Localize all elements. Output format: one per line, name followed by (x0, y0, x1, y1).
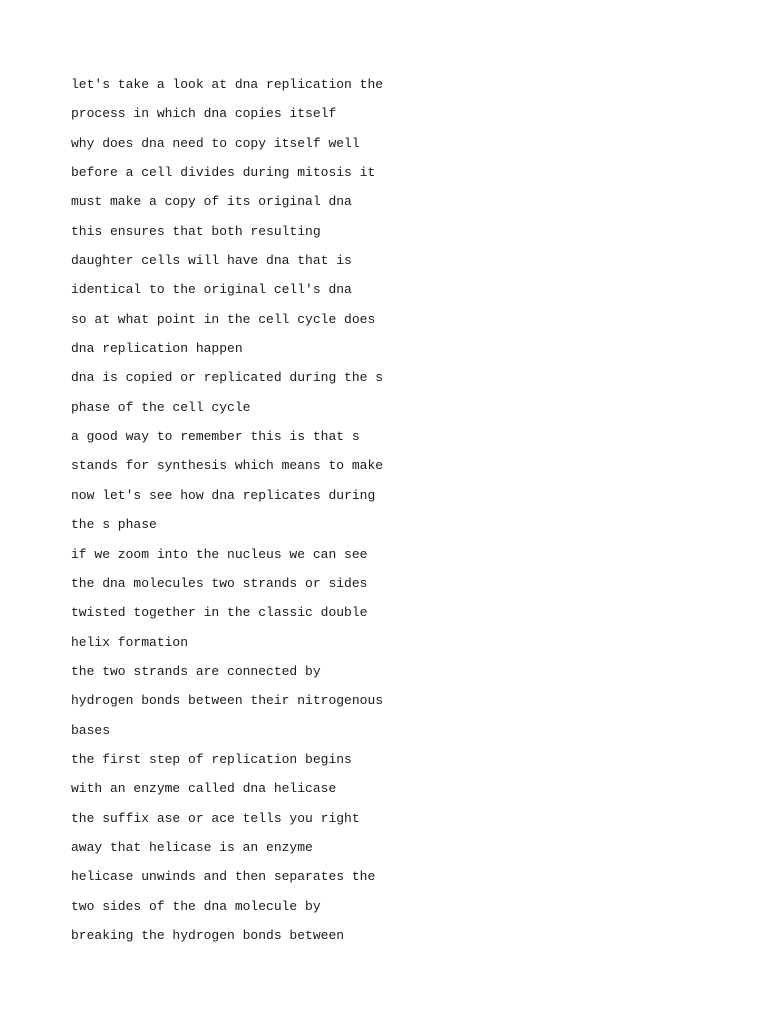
transcript-line: if we zoom into the nucleus we can see (71, 546, 368, 562)
transcript-line: the s phase (71, 517, 157, 533)
transcript-line: a good way to remember this is that s (71, 429, 360, 445)
transcript-line: identical to the original cell's dna (71, 282, 352, 298)
transcript-line: helix formation (71, 634, 189, 650)
transcript-line: must make a copy of its original dna (71, 194, 352, 210)
transcript-line: two sides of the dna molecule by (71, 898, 321, 914)
transcript-line: twisted together in the classic double (71, 605, 368, 621)
transcript-line: the first step of replication begins (71, 751, 352, 767)
transcript-line: so at what point in the cell cycle does (71, 311, 376, 327)
transcript-line: this ensures that both resulting (71, 223, 321, 239)
transcript-line: process in which dna copies itself (71, 106, 337, 122)
transcript-text (71, 70, 383, 950)
transcript-line: daughter cells will have dna that is (71, 253, 352, 269)
transcript-line: with an enzyme called dna helicase (71, 781, 337, 797)
transcript-line: before a cell divides during mitosis it (71, 165, 376, 181)
transcript-line: stands for synthesis which means to make (71, 458, 384, 474)
transcript-line: dna is copied or replicated during the s (71, 370, 384, 386)
transcript-line: let's take a look at dna replication the (71, 77, 384, 92)
transcript-line: the suffix ase or ace tells you right (71, 810, 360, 826)
transcript-line: the dna molecules two strands or sides (71, 575, 368, 591)
transcript-line: phase of the cell cycle (71, 399, 251, 415)
transcript-line: breaking the hydrogen bonds between (71, 927, 345, 943)
transcript-line: hydrogen bonds between their nitrogenous (71, 693, 384, 709)
transcript-line: helicase unwinds and then separates the (71, 869, 376, 885)
transcript-line: the two strands are connected by (71, 663, 321, 679)
transcript-line: away that helicase is an enzyme (71, 839, 313, 855)
transcript-line: dna replication happen (71, 341, 243, 357)
transcript-line: now let's see how dna replicates during (71, 487, 376, 503)
transcript-line: why does dna need to copy itself well (71, 135, 360, 151)
transcript-line: bases (71, 722, 111, 738)
